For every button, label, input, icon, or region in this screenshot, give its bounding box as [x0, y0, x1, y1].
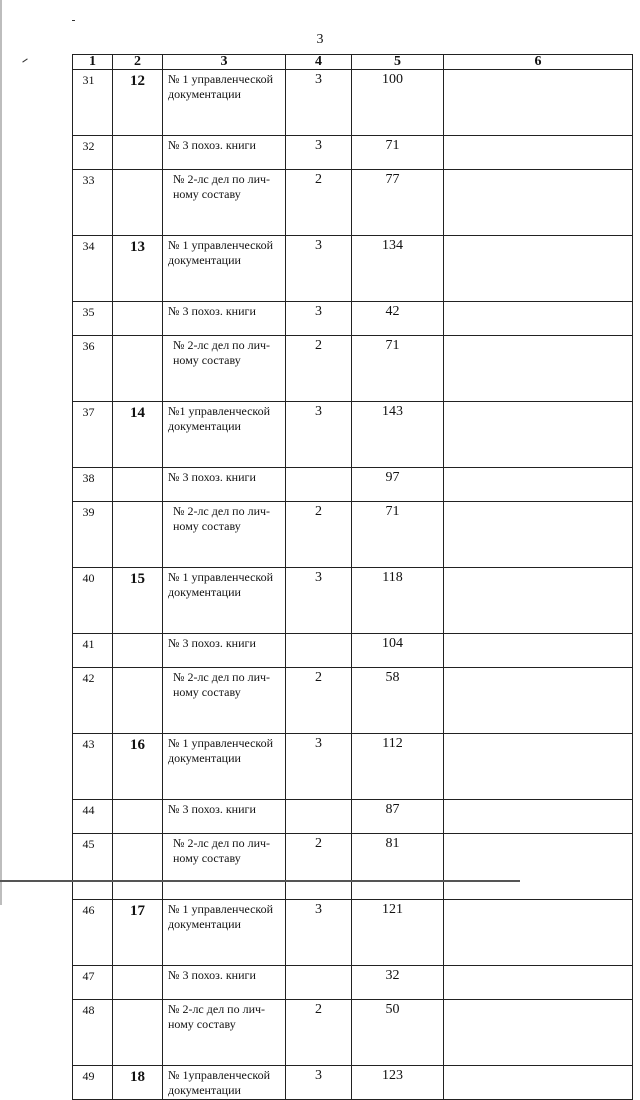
- quantity-cell: 112: [352, 734, 444, 800]
- note-cell: [444, 568, 633, 634]
- row-number-cell: 32: [73, 136, 113, 170]
- note-cell: [444, 734, 633, 800]
- description-cell: №1 управленческой документации: [163, 402, 286, 468]
- quantity-cell: 50: [352, 1000, 444, 1066]
- description-cell: № 1 управленческой документации: [163, 70, 286, 136]
- description-cell: № 2-лс дел по лич-ному составу: [163, 170, 286, 236]
- quantity-cell: 58: [352, 668, 444, 734]
- group-number-cell: [113, 634, 163, 668]
- group-number-cell: 14: [113, 402, 163, 468]
- category-cell: 3: [286, 136, 352, 170]
- quantity-cell: 71: [352, 136, 444, 170]
- note-cell: [444, 402, 633, 468]
- table-row: [73, 800, 633, 834]
- description-cell: № 3 похоз. книги: [163, 136, 286, 170]
- column-header: 4: [286, 55, 352, 70]
- description-cell: № 2-лс дел по лич-ному составу: [163, 834, 286, 900]
- category-cell: 2: [286, 834, 352, 900]
- category-cell: [286, 966, 352, 1000]
- column-header: 3: [163, 55, 286, 70]
- table-row: [73, 668, 633, 734]
- category-cell: 3: [286, 900, 352, 966]
- group-number-cell: [113, 800, 163, 834]
- note-cell: [444, 634, 633, 668]
- row-number-cell: 42: [73, 668, 113, 734]
- note-cell: [444, 236, 633, 302]
- category-cell: 2: [286, 502, 352, 568]
- description-cell: № 3 похоз. книги: [163, 468, 286, 502]
- column-header: 5: [352, 55, 444, 70]
- quantity-cell: 121: [352, 900, 444, 966]
- table-row: [73, 402, 633, 468]
- note-cell: [444, 502, 633, 568]
- category-cell: 3: [286, 568, 352, 634]
- category-cell: 3: [286, 236, 352, 302]
- note-cell: [444, 800, 633, 834]
- quantity-cell: 143: [352, 402, 444, 468]
- quantity-cell: 97: [352, 468, 444, 502]
- group-number-cell: 13: [113, 236, 163, 302]
- row-number-cell: 40: [73, 568, 113, 634]
- description-cell: № 1 управленческой документации: [163, 734, 286, 800]
- row-number-cell: 44: [73, 800, 113, 834]
- description-cell: № 3 похоз. книги: [163, 302, 286, 336]
- column-header: 6: [444, 55, 633, 70]
- table-body: [73, 70, 633, 1100]
- quantity-cell: 104: [352, 634, 444, 668]
- row-number-cell: 46: [73, 900, 113, 966]
- description-cell: № 2-лс дел по лич-ному составу: [163, 1000, 286, 1066]
- row-number-cell: 34: [73, 236, 113, 302]
- scan-mark: [22, 58, 27, 62]
- row-number-cell: 39: [73, 502, 113, 568]
- quantity-cell: 71: [352, 336, 444, 402]
- row-number-cell: 33: [73, 170, 113, 236]
- header-row: [73, 55, 633, 70]
- note-cell: [444, 1000, 633, 1066]
- description-cell: № 1 управленческой документации: [163, 568, 286, 634]
- category-cell: 3: [286, 402, 352, 468]
- group-number-cell: [113, 668, 163, 734]
- description-cell: № 2-лс дел по лич-ному составу: [163, 336, 286, 402]
- note-cell: [444, 302, 633, 336]
- table-row: [73, 634, 633, 668]
- row-number-cell: 31: [73, 70, 113, 136]
- description-cell: № 3 похоз. книги: [163, 800, 286, 834]
- group-number-cell: [113, 170, 163, 236]
- note-cell: [444, 136, 633, 170]
- row-number-cell: 35: [73, 302, 113, 336]
- column-header: 2: [113, 55, 163, 70]
- description-cell: № 1управленческой документации: [163, 1066, 286, 1100]
- quantity-cell: 123: [352, 1066, 444, 1100]
- row-number-cell: 47: [73, 966, 113, 1000]
- quantity-cell: 77: [352, 170, 444, 236]
- table-row: [73, 236, 633, 302]
- group-number-cell: [113, 468, 163, 502]
- group-number-cell: [113, 834, 163, 900]
- description-cell: № 3 похоз. книги: [163, 634, 286, 668]
- note-cell: [444, 966, 633, 1000]
- table-row: [73, 734, 633, 800]
- note-cell: [444, 468, 633, 502]
- category-cell: 3: [286, 302, 352, 336]
- scan-speck: [72, 20, 75, 21]
- quantity-cell: 100: [352, 70, 444, 136]
- table-row: [73, 170, 633, 236]
- archive-register-table: [72, 54, 633, 1100]
- category-cell: 2: [286, 668, 352, 734]
- quantity-cell: 81: [352, 834, 444, 900]
- description-cell: № 2-лс дел по лич-ному составу: [163, 502, 286, 568]
- description-cell: № 2-лс дел по лич-ному составу: [163, 668, 286, 734]
- group-number-cell: 17: [113, 900, 163, 966]
- note-cell: [444, 668, 633, 734]
- description-cell: № 1 управленческой документации: [163, 900, 286, 966]
- category-cell: 2: [286, 170, 352, 236]
- page-number: 3: [316, 32, 324, 47]
- group-number-cell: [113, 966, 163, 1000]
- table-row: [73, 834, 633, 900]
- column-header: 1: [73, 55, 113, 70]
- scan-left-edge: [0, 0, 2, 905]
- group-number-cell: [113, 502, 163, 568]
- group-number-cell: [113, 136, 163, 170]
- note-cell: [444, 900, 633, 966]
- row-number-cell: 41: [73, 634, 113, 668]
- note-cell: [444, 1066, 633, 1100]
- table-row: [73, 1066, 633, 1100]
- row-number-cell: 37: [73, 402, 113, 468]
- row-number-cell: 49: [73, 1066, 113, 1100]
- category-cell: [286, 634, 352, 668]
- category-cell: 3: [286, 734, 352, 800]
- category-cell: 2: [286, 1000, 352, 1066]
- table-row: [73, 336, 633, 402]
- group-number-cell: 12: [113, 70, 163, 136]
- note-cell: [444, 336, 633, 402]
- table-row: [73, 502, 633, 568]
- quantity-cell: 118: [352, 568, 444, 634]
- group-number-cell: [113, 1000, 163, 1066]
- group-number-cell: 18: [113, 1066, 163, 1100]
- description-cell: № 3 похоз. книги: [163, 966, 286, 1000]
- row-number-cell: 38: [73, 468, 113, 502]
- row-number-cell: 45: [73, 834, 113, 900]
- table-row: [73, 568, 633, 634]
- scan-bottom-edge: [0, 880, 520, 882]
- group-number-cell: [113, 336, 163, 402]
- note-cell: [444, 70, 633, 136]
- table-row: [73, 302, 633, 336]
- note-cell: [444, 834, 633, 900]
- quantity-cell: 42: [352, 302, 444, 336]
- row-number-cell: 36: [73, 336, 113, 402]
- category-cell: 3: [286, 70, 352, 136]
- note-cell: [444, 170, 633, 236]
- table-row: [73, 900, 633, 966]
- table-row: [73, 468, 633, 502]
- row-number-cell: 43: [73, 734, 113, 800]
- group-number-cell: 16: [113, 734, 163, 800]
- group-number-cell: [113, 302, 163, 336]
- category-cell: 3: [286, 1066, 352, 1100]
- table-row: [73, 966, 633, 1000]
- table-header: [73, 55, 633, 70]
- quantity-cell: 87: [352, 800, 444, 834]
- category-cell: 2: [286, 336, 352, 402]
- quantity-cell: 71: [352, 502, 444, 568]
- table-row: [73, 70, 633, 136]
- group-number-cell: 15: [113, 568, 163, 634]
- table-row: [73, 136, 633, 170]
- quantity-cell: 134: [352, 236, 444, 302]
- category-cell: [286, 468, 352, 502]
- category-cell: [286, 800, 352, 834]
- quantity-cell: 32: [352, 966, 444, 1000]
- description-cell: № 1 управленческой документации: [163, 236, 286, 302]
- row-number-cell: 48: [73, 1000, 113, 1066]
- table-row: [73, 1000, 633, 1066]
